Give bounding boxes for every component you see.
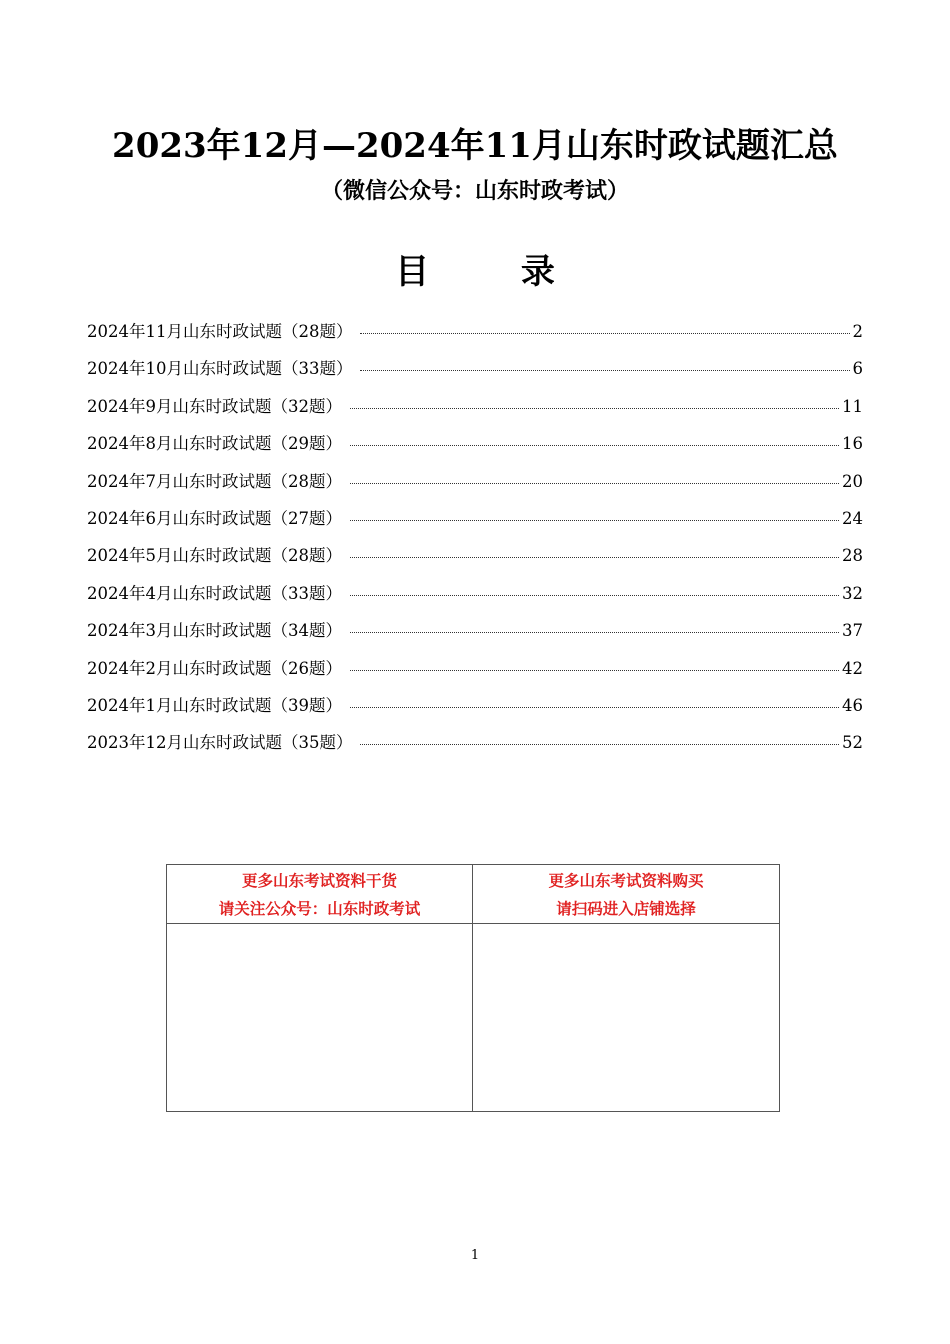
toc-leader-dots xyxy=(360,333,849,334)
toc-entry-label: 2023年12月山东时政试题（35题） xyxy=(87,733,353,753)
document-title: 2023年12月—2024年11月山东时政试题汇总 xyxy=(112,126,838,166)
toc-entry[interactable] xyxy=(87,318,863,355)
toc-entry-page: 16 xyxy=(842,434,863,454)
toc-entry-label: 2024年2月山东时政试题（26题） xyxy=(87,658,342,678)
qr-code-area-wechat xyxy=(167,924,473,1111)
toc-entry[interactable] xyxy=(87,692,863,729)
toc-entry[interactable] xyxy=(87,542,863,579)
toc-entry[interactable] xyxy=(87,505,863,542)
toc-entry[interactable] xyxy=(87,655,863,692)
toc-entry[interactable] xyxy=(87,430,863,467)
toc-entry[interactable] xyxy=(87,617,863,654)
promo-wechat-line2: 请关注公众号：山东时政考试 xyxy=(218,899,421,918)
toc-leader-dots xyxy=(350,595,839,596)
toc-entry-page: 46 xyxy=(842,695,863,715)
document-subtitle: （微信公众号：山东时政考试） xyxy=(320,178,629,204)
toc-leader-dots xyxy=(350,520,839,521)
toc-entry-page: 6 xyxy=(852,359,863,379)
promo-table xyxy=(166,864,780,1112)
toc-entry[interactable] xyxy=(87,468,863,505)
qr-code-area-shop xyxy=(473,924,779,1111)
toc-leader-dots xyxy=(350,707,839,708)
toc-entry-label: 2024年5月山东时政试题（28题） xyxy=(87,546,342,566)
toc-entry-page: 28 xyxy=(842,546,863,566)
toc-leader-dots xyxy=(350,483,839,484)
toc-entry[interactable] xyxy=(87,393,863,430)
toc-entry-label: 2024年9月山东时政试题（32题） xyxy=(87,396,342,416)
toc-leader-dots xyxy=(350,632,839,633)
toc-entry-label: 2024年8月山东时政试题（29题） xyxy=(87,434,342,454)
toc-entry-page: 37 xyxy=(842,621,863,641)
promo-wechat-line1: 更多山东考试资料干货 xyxy=(241,871,397,890)
toc-entry-label: 2024年6月山东时政试题（27题） xyxy=(87,508,342,528)
toc-entry-page: 20 xyxy=(842,471,863,491)
toc-entry-page: 32 xyxy=(842,583,863,603)
promo-cell-wechat xyxy=(167,865,473,924)
toc-leader-dots xyxy=(350,445,839,446)
promo-shop-line2: 请扫码进入店铺选择 xyxy=(556,899,696,918)
toc-leader-dots xyxy=(350,557,839,558)
toc-entry-label: 2024年11月山东时政试题（28题） xyxy=(87,322,353,341)
toc-entry[interactable] xyxy=(87,729,863,766)
toc-entry[interactable] xyxy=(87,355,863,392)
toc-entry-page: 2 xyxy=(852,322,863,341)
toc-entry-page: 24 xyxy=(842,508,863,528)
toc-entry[interactable] xyxy=(87,580,863,617)
toc-entry-page: 42 xyxy=(842,658,863,678)
toc-entry-label: 2024年10月山东时政试题（33题） xyxy=(87,359,353,379)
page-number: 1 xyxy=(470,1248,480,1263)
toc-entry-label: 2024年7月山东时政试题（28题） xyxy=(87,471,342,491)
promo-cell-shop xyxy=(473,865,779,924)
toc-entry-page: 11 xyxy=(842,396,863,416)
toc-leader-dots xyxy=(350,670,839,671)
toc-entry-label: 2024年3月山东时政试题（34题） xyxy=(87,621,342,641)
toc-leader-dots xyxy=(360,370,849,371)
table-of-contents xyxy=(87,318,863,767)
toc-leader-dots xyxy=(350,408,839,409)
toc-entry-label: 2024年4月山东时政试题（33题） xyxy=(87,583,342,603)
toc-entry-label: 2024年1月山东时政试题（39题） xyxy=(87,695,342,715)
toc-heading: 目 录 xyxy=(395,252,595,292)
toc-leader-dots xyxy=(360,744,839,745)
toc-entry-page: 52 xyxy=(842,733,863,753)
promo-shop-line1: 更多山东考试资料购买 xyxy=(548,871,704,890)
